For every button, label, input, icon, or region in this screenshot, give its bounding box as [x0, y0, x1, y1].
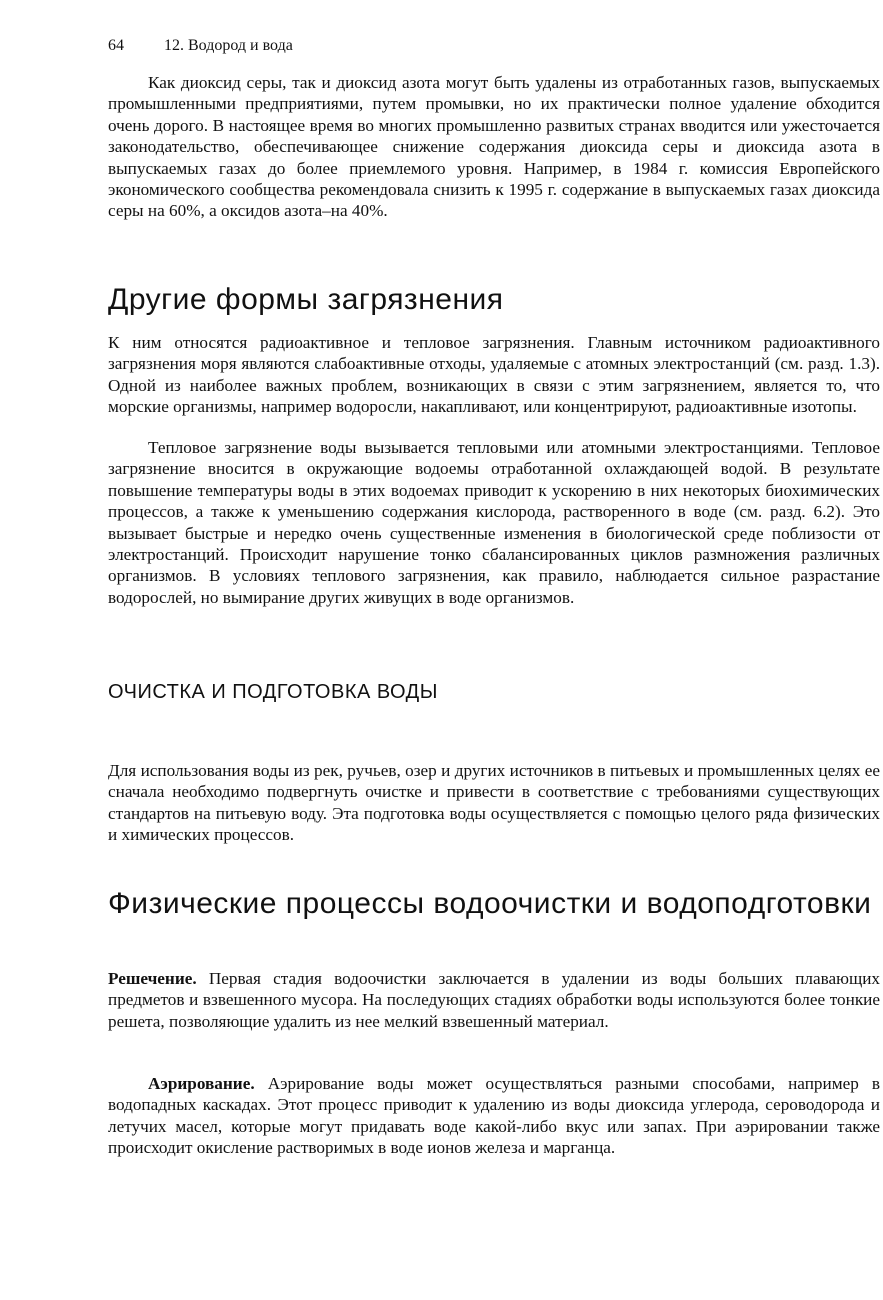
page-number: 64: [108, 37, 124, 54]
heading-water-purification: ОЧИСТКА И ПОДГОТОВКА ВОДЫ: [108, 681, 438, 703]
aeration-term: Аэрирование.: [148, 1074, 255, 1093]
aeration-text: Аэрирование воды может осуществляться разными способами, например в водопадных каскадах. Этот процесс приводит к удалению из воды диоксида углерода, сероводорода и летучих масел, которые могут придавать воде какой-либо вкус или запах. При аэрировании также происходит окисление растворимых в воде ионов железа и марганца.: [108, 1074, 880, 1158]
aeration-paragraph: [108, 1073, 880, 1159]
radioactive-pollution-paragraph: К ним относятся радиоактивное и тепловое загрязнения. Главным источником радиоактивного загрязнения моря являются слабоактивные отходы, удаляемые с атомных электростанций (см. разд. 1.3). Одной из наиболее важных проблем, возникающих в связи с этим загрязнением, является то, что морские организмы, например водоросли, накапливают, или концентрируют, радиоактивные изотопы.: [108, 333, 880, 417]
screening-text: Первая стадия водоочистки заключается в удалении из воды больших плавающих предметов и взвешенного мусора. На последующих стадиях обработки воды используются более тонкие решета, позволяющие удалить из нее мелкий взвешенный материал.: [108, 969, 880, 1031]
running-header: [108, 36, 293, 56]
water-purification-paragraph: Для использования воды из рек, ручьев, озер и других источников в питьевых и промышленных целях ее сначала необходимо подвергнуть очистке и привести в соответствие с требованиями существующих стандартов на питьевую воду. Эта подготовка воды осуществляется с помощью целого ряда физических и химических процессов.: [108, 761, 880, 845]
screening-term: Решечение.: [108, 969, 197, 988]
screening-paragraph: [108, 968, 880, 1032]
chapter-title: 12. Водород и вода: [164, 37, 293, 54]
heading-physical-processes: Физические процессы водоочистки и водоподготовки: [108, 887, 872, 920]
intro-paragraph: Как диоксид серы, так и диоксид азота могут быть удалены из отработанных газов, выпускаемых промышленными предприятиями, путем промывки, но их практически полное удаление обходится очень дорого. В настоящее время во многих промышленно развитых странах вводится или ужесточается законодательство, обеспечивающее снижение содержания диоксида серы и диоксида азота в выпускаемых газах до более приемлемого уровня. Например, в 1984 г. комиссия Европейского экономического сообщества рекомендовала снизить к 1995 г. содержание в выпускаемых газах диоксида серы на 60%, а оксидов азота–на 40%.: [108, 73, 880, 221]
heading-other-pollution: Другие формы загрязнения: [108, 283, 504, 316]
thermal-pollution-paragraph: Тепловое загрязнение воды вызывается тепловыми или атомными электростанциями. Тепловое загрязнение вносится в окружающие водоемы отработанной охлаждающей водой. В результате повышение температуры воды в этих водоемах приводит к ускорению в них некоторых биохимических процессов, а также к уменьшению содержания кислорода, растворенного в воде (см. разд. 6.2). Это вызывает быстрые и нередко очень существенные изменения в биологической среде поблизости от электростанций. Происходит нарушение тонко сбалансированных циклов размножения различных организмов. В условиях теплового загрязнения, как правило, наблюдается сильное разрастание водорослей, но вымирание других живущих в воде организмов.: [108, 438, 880, 607]
